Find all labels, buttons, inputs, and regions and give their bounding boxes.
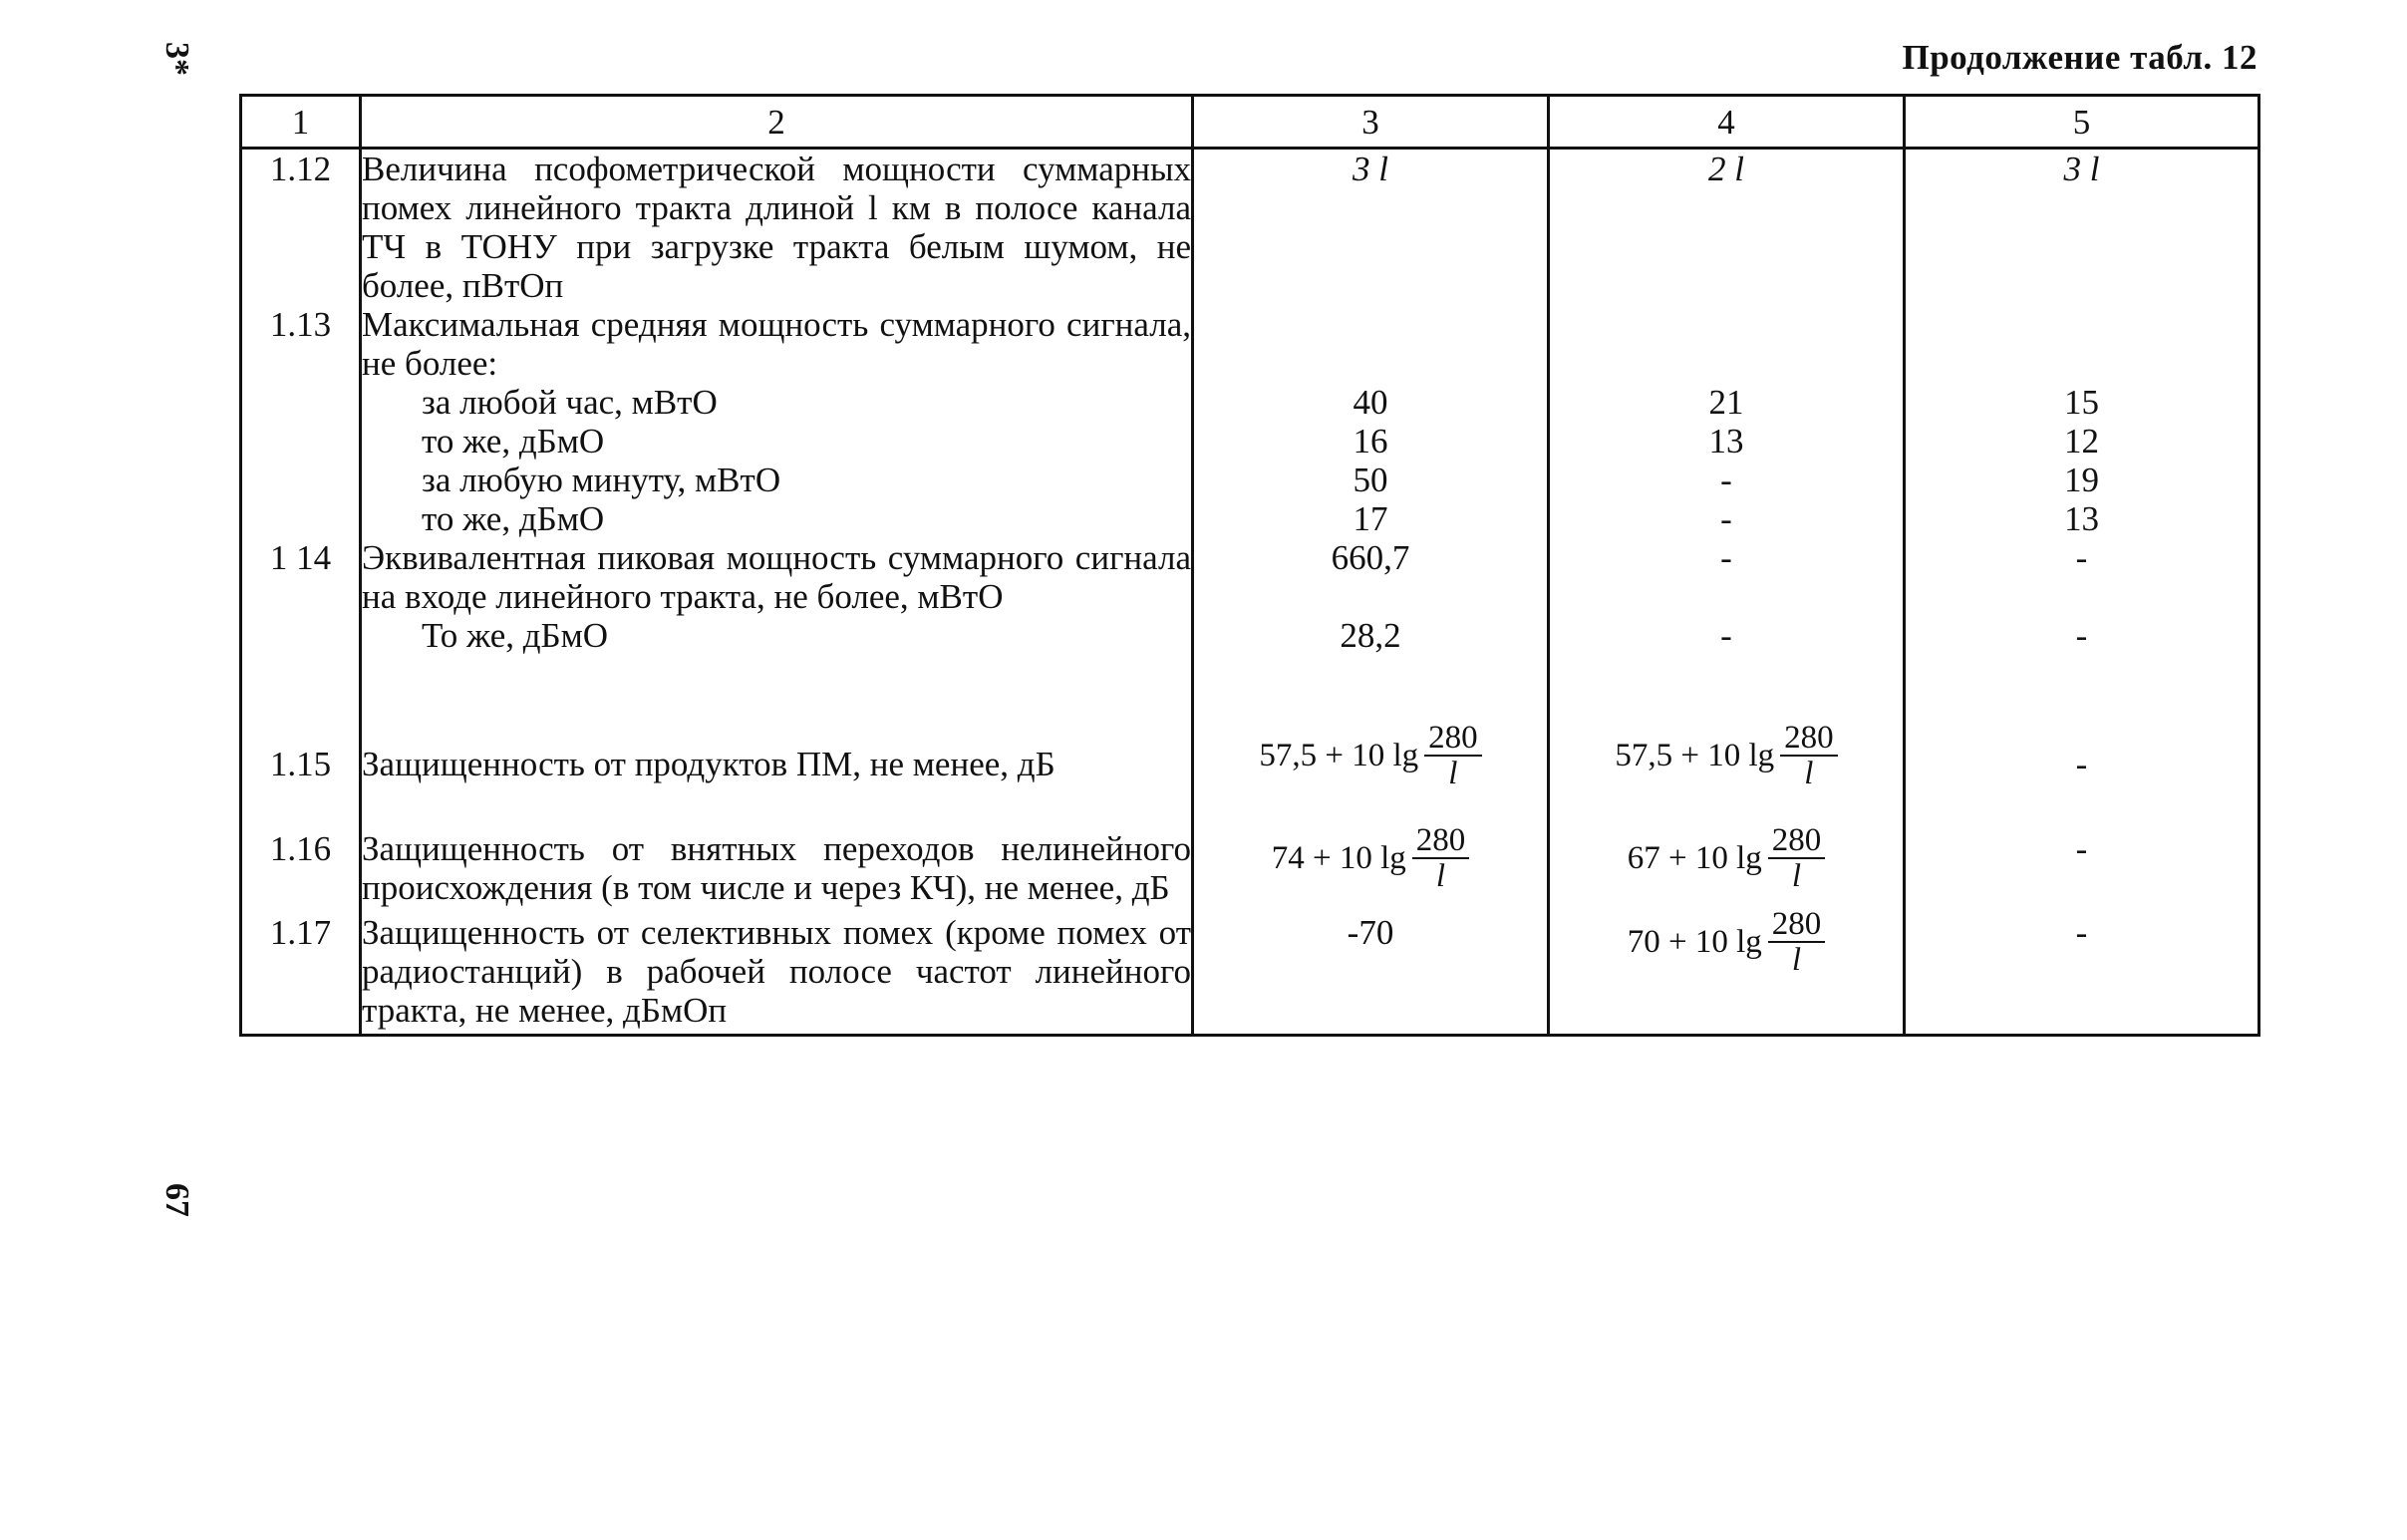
sub-label: то же, дБмО [422, 422, 605, 461]
sub-label: То же, дБмО [422, 616, 609, 655]
page-number: 67 [158, 1183, 195, 1217]
table-row [241, 823, 2259, 907]
row-number: 1.15 [241, 715, 361, 823]
table-header-row [241, 96, 2259, 149]
row-number: 1.13 [241, 305, 361, 538]
header-col-4: 4 [1549, 96, 1905, 149]
row-value-col4 [1549, 823, 1905, 907]
table-row [241, 305, 2259, 538]
row-description-main: Максимальная средняя мощность суммарного сигнала, не более: [362, 305, 1191, 383]
row-description: Защищенность от внятных переходов нелинейного происхождения (в том числе и через КЧ), не менее, дБ [361, 823, 1193, 907]
row-value-col5: 15 12 19 13 [1905, 305, 2259, 538]
row-number: 1 14 [241, 538, 361, 715]
row-value-col4 [1549, 907, 1905, 1036]
sub-label: за любой час, мВтО [422, 383, 718, 422]
row-value-col3: 660,7 28,2 [1193, 538, 1549, 715]
row-value-col3: -70 [1193, 907, 1549, 1036]
row-description [361, 538, 1193, 715]
row-value-col5: - [1905, 907, 2259, 1036]
row-description [361, 305, 1193, 538]
page-mark-top: 3* [158, 42, 195, 76]
row-value-col5: 3 l [1905, 149, 2259, 306]
row-number: 1.12 [241, 149, 361, 306]
sub-label: то же, дБмО [422, 499, 605, 538]
parameters-table [239, 94, 2260, 1037]
formula: 70 + 10 lg $\frac{280}{l}$ [1628, 907, 1826, 977]
row-value-col3: 40 16 50 17 [1193, 305, 1549, 538]
sub-label: за любую минуту, мВтО [422, 461, 781, 499]
row-value-col3 [1193, 823, 1549, 907]
header-col-1: 1 [241, 96, 361, 149]
row-description: Защищенность от селективных помех (кроме помех от радиостанций) в рабочей полосе частот линейного тракта, не менее, дБмОп [361, 907, 1193, 1036]
row-value-col3: 3 l [1193, 149, 1549, 306]
row-number: 1.16 [241, 823, 361, 907]
row-value-col5: - [1905, 823, 2259, 907]
row-description: Защищенность от продуктов ПМ, не менее, дБ [361, 715, 1193, 823]
row-number: 1.17 [241, 907, 361, 1036]
formula: 57,5 + 10 lg $\frac{280}{l}$ [1259, 721, 1481, 790]
row-description: Величина псофометрической мощности суммарных помех линейного тракта длиной l км в полосе канала ТЧ в ТОНУ при загрузке тракта белым шумом, не более, пВтОп [362, 150, 1191, 305]
table-row [241, 149, 2259, 306]
row-value-col4 [1549, 715, 1905, 823]
table-row [241, 715, 2259, 823]
formula: 67 + 10 lg $\frac{280}{l}$ [1628, 823, 1826, 893]
header-col-3: 3 [1193, 96, 1549, 149]
formula: 74 + 10 lg $\frac{280}{l}$ [1272, 823, 1470, 893]
row-value-col4: - - [1549, 538, 1905, 715]
row-value-col5: - [1905, 715, 2259, 823]
header-col-5: 5 [1905, 96, 2259, 149]
row-value-col5: - - [1905, 538, 2259, 715]
table-continuation-caption: Продолжение табл. 12 [1902, 38, 2257, 77]
table-row [241, 907, 2259, 1036]
header-col-2: 2 [361, 96, 1193, 149]
row-value-col4: 21 13 - - [1549, 305, 1905, 538]
row-value-col4: 2 l [1549, 149, 1905, 306]
table-row [241, 538, 2259, 715]
row-value-col3 [1193, 715, 1549, 823]
row-description-main: Эквивалентная пиковая мощность суммарного сигнала на входе линейного тракта, не более, мВтО [362, 538, 1191, 616]
formula: 57,5 + 10 lg $\frac{280}{l}$ [1615, 721, 1837, 790]
